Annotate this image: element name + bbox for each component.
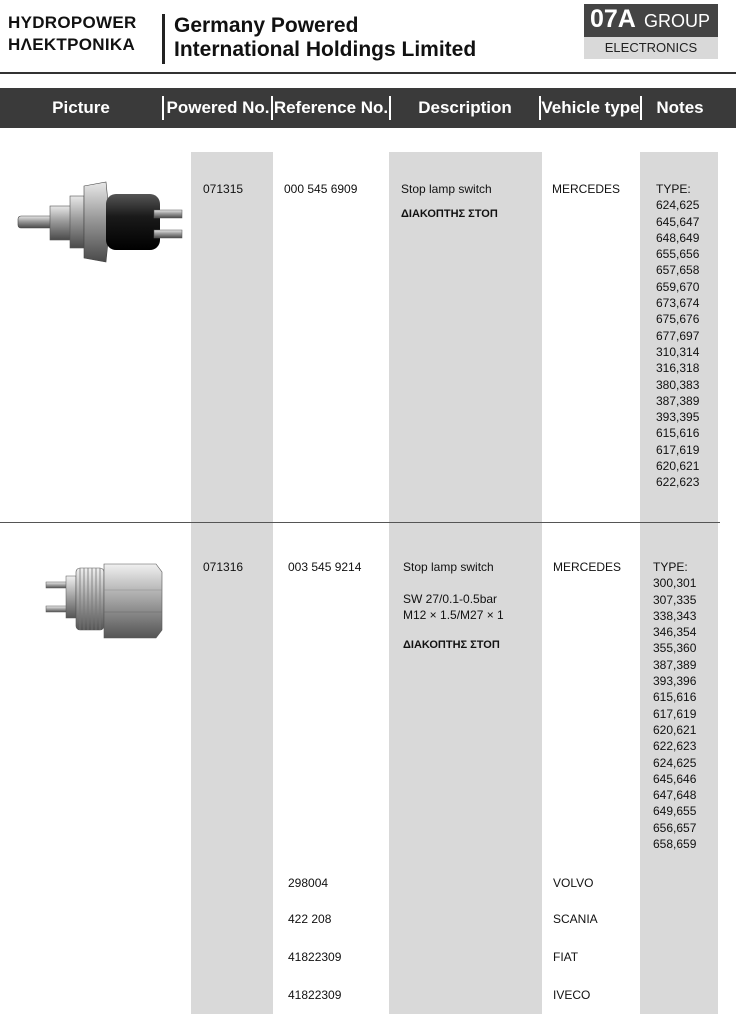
description-greek: ΔΙΑΚΟΠΤΗΣ ΣΤΟΠ <box>403 639 500 651</box>
company-line-2: International Holdings Limited <box>174 38 477 61</box>
type-item: 657,658 <box>656 263 700 278</box>
brand-line-2: ΗΛΕΚΤΡΟΝΙΚΑ <box>8 35 136 54</box>
extra-vehicle: IVECO <box>553 988 591 1002</box>
type-item: 645,647 <box>656 214 700 229</box>
company-line-1: Germany Powered <box>174 14 359 37</box>
column-notes: Notes <box>656 98 704 117</box>
stripe-powered-no <box>191 152 273 1014</box>
group-word: GROUP <box>644 11 711 31</box>
description: Stop lamp switch <box>403 560 494 574</box>
type-item: 624,625 <box>653 755 697 770</box>
extra-vehicle: FIAT <box>553 950 579 964</box>
type-item: 307,335 <box>653 592 697 607</box>
types-list <box>653 559 696 852</box>
reference-no: 003 545 9214 <box>288 560 362 574</box>
type-item: 615,616 <box>653 690 697 705</box>
type-item: 617,619 <box>656 442 700 457</box>
group-logo <box>584 4 718 37</box>
types-label: TYPE: <box>656 182 691 196</box>
extra-reference-no: 422 208 <box>288 912 332 926</box>
stop-lamp-switch-picture <box>6 176 190 268</box>
extra-reference-no: 41822309 <box>288 950 342 964</box>
extra-vehicle: SCANIA <box>553 912 598 926</box>
type-item: 649,655 <box>653 804 697 819</box>
type-item: 355,360 <box>653 641 697 656</box>
spec-line-2: M12 × 1.5/M27 × 1 <box>403 608 504 622</box>
description-greek: ΔΙΑΚΟΠΤΗΣ ΣΤΟΠ <box>401 208 498 220</box>
brand-divider <box>162 14 165 64</box>
reference-no: 000 545 6909 <box>284 182 358 196</box>
powered-no: 071315 <box>203 182 244 196</box>
type-item: 659,670 <box>656 279 700 294</box>
powered-no: 071316 <box>203 560 244 574</box>
type-item: 316,318 <box>656 361 700 376</box>
type-item: 387,389 <box>653 657 697 672</box>
company-name <box>174 14 476 62</box>
type-item: 622,623 <box>653 739 697 754</box>
type-item: 346,354 <box>653 625 697 640</box>
vehicle-type: MERCEDES <box>553 560 622 574</box>
column-vehicle-type: Vehicle type <box>541 98 640 117</box>
group-number: 07A <box>590 5 636 33</box>
type-item: 393,396 <box>653 674 697 689</box>
extra-vehicle: VOLVO <box>553 876 594 890</box>
types-list <box>656 181 699 491</box>
column-reference-no: Reference No. <box>273 98 389 117</box>
pressure-switch-picture <box>40 560 168 644</box>
type-item: 615,616 <box>656 426 700 441</box>
vehicle-type: MERCEDES <box>552 182 621 196</box>
type-item: 380,383 <box>656 377 700 392</box>
type-item: 620,621 <box>656 459 700 474</box>
type-item: 300,301 <box>653 576 697 591</box>
brand-block <box>8 12 137 56</box>
type-item: 624,625 <box>656 198 700 213</box>
column-picture: Picture <box>52 98 110 117</box>
type-item: 675,676 <box>656 312 700 327</box>
column-divider <box>162 96 164 120</box>
types-label: TYPE: <box>653 560 688 574</box>
brand-line-1: HYDROPOWER <box>8 13 137 32</box>
type-item: 617,619 <box>653 706 697 721</box>
type-item: 677,697 <box>656 328 700 343</box>
type-item: 658,659 <box>653 837 697 852</box>
column-header-bar <box>0 88 736 128</box>
extra-reference-no: 41822309 <box>288 988 342 1002</box>
row-separator <box>0 522 720 523</box>
stripe-description <box>389 152 542 1014</box>
spec-line-1: SW 27/0.1-0.5bar <box>403 592 498 606</box>
description: Stop lamp switch <box>401 182 492 196</box>
type-item: 387,389 <box>656 393 700 408</box>
type-item: 622,623 <box>656 475 700 490</box>
type-item: 620,621 <box>653 722 697 737</box>
type-item: 656,657 <box>653 820 697 835</box>
type-item: 648,649 <box>656 230 700 245</box>
type-item: 673,674 <box>656 296 700 311</box>
type-item: 647,648 <box>653 788 697 803</box>
column-powered-no: Powered No. <box>166 98 270 117</box>
column-description: Description <box>418 98 512 117</box>
type-item: 645,646 <box>653 771 697 786</box>
type-item: 338,343 <box>653 608 697 623</box>
type-item: 310,314 <box>656 344 700 359</box>
type-item: 393,395 <box>656 410 700 425</box>
type-item: 655,656 <box>656 247 700 262</box>
header-rule <box>0 72 736 74</box>
group-subtitle: ELECTRONICS <box>584 37 718 59</box>
extra-reference-no: 298004 <box>288 876 329 890</box>
